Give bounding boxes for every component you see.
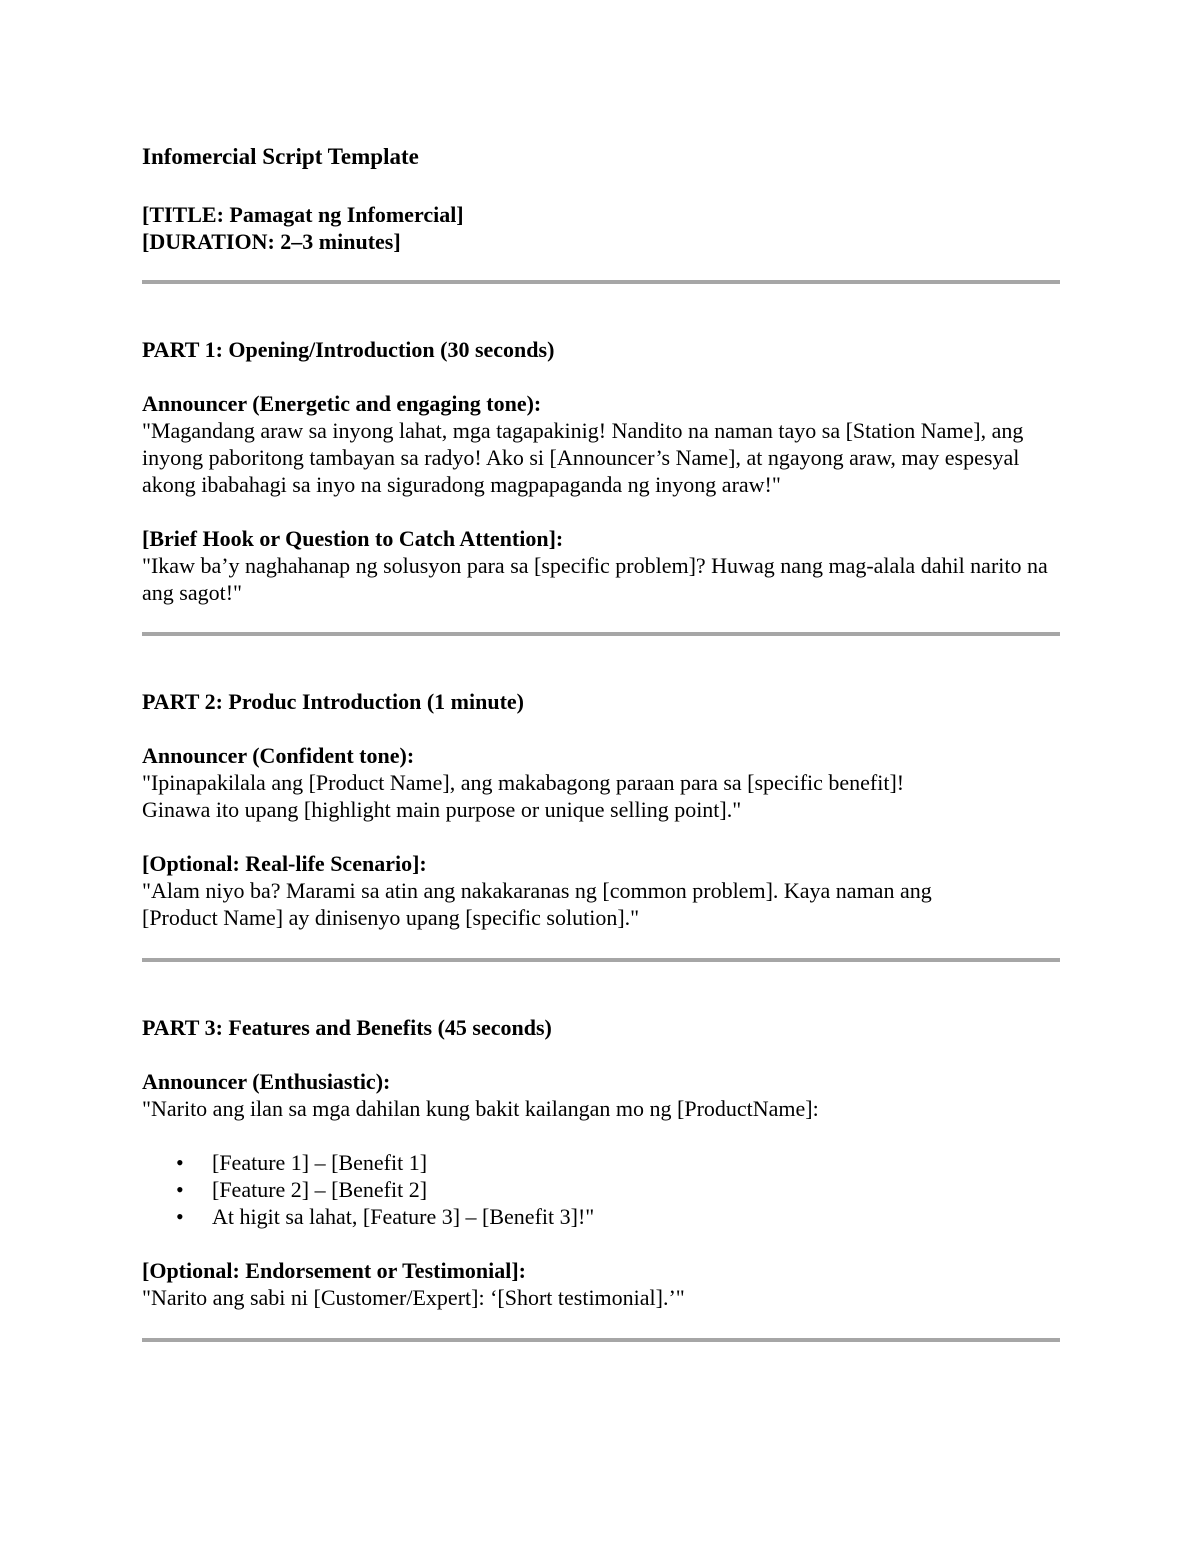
part2-announcer-label: Announcer (Confident tone):: [142, 743, 415, 768]
part3-testimonial-text: "Narito ang sabi ni [Customer/Expert]: ‘[Short testimonial].’": [142, 1285, 685, 1310]
part2-announcer-line: "Ipinapakilala ang [Product Name], ang makabagong paraan para sa [specific benefit]!: [142, 770, 905, 795]
part2-section: [142, 688, 1060, 931]
part2-heading: PART 2: Produc Introduction (1 minute): [142, 689, 525, 714]
list-item: [176, 1203, 1060, 1230]
part1-section: [142, 336, 1060, 606]
part2-announcer-line: Ginawa ito upang [highlight main purpose or unique selling point].": [142, 797, 742, 822]
part3-announcer-label: Announcer (Enthusiastic):: [142, 1069, 391, 1094]
part1-hook-text: "Ikaw ba’y naghahanap ng solusyon para sa [specific problem]? Huwag nang mag-alala dahil narito na ang sagot!": [142, 553, 1048, 605]
part1-heading: PART 1: Opening/Introduction (30 seconds): [142, 337, 555, 362]
part1-announcer-text: "Magandang araw sa inyong lahat, mga tagapakinig! Nandito na naman tayo sa [Station Name], ang inyong paboritong tambayan sa radyo! Ako si [Announcer’s Name], at ngayong araw, may espesyal akong ibabahagi sa inyo na siguradong magpapaganda ng inyong araw!": [142, 418, 1024, 497]
part2-scenario-line: "Alam niyo ba? Marami sa atin ang nakakaranas ng [common problem]. Kaya naman ang: [142, 878, 932, 903]
part1-announcer-block: [142, 390, 1060, 498]
list-item: [176, 1176, 1060, 1203]
part3-section: [142, 1014, 1060, 1311]
part3-heading: PART 3: Features and Benefits (45 seconds): [142, 1015, 552, 1040]
document-meta: [142, 201, 464, 255]
section-divider: [142, 958, 1060, 962]
document-title: Infomercial Script Template: [142, 144, 419, 169]
part2-scenario-line: [Product Name] ay dinisenyo upang [specific solution].": [142, 905, 640, 930]
feature-item-text: At higit sa lahat, [Feature 3] – [Benefit 3]!": [212, 1204, 595, 1229]
part3-announcer-block: [142, 1068, 1060, 1122]
feature-item-text: [Feature 2] – [Benefit 2]: [212, 1177, 428, 1202]
section-divider: [142, 280, 1060, 284]
section-divider: [142, 1338, 1060, 1342]
part1-announcer-label: Announcer (Energetic and engaging tone):: [142, 391, 542, 416]
meta-duration-line: [DURATION: 2–3 minutes]: [142, 229, 401, 254]
section-divider: [142, 632, 1060, 636]
part3-testimonial-block: [142, 1257, 1060, 1311]
bullet-icon: •: [176, 1150, 184, 1175]
part2-scenario-block: [142, 850, 1060, 931]
bullet-icon: •: [176, 1177, 184, 1202]
feature-list: [142, 1149, 1060, 1230]
part3-testimonial-label: [Optional: Endorsement or Testimonial]:: [142, 1258, 527, 1283]
part2-announcer-block: [142, 742, 1060, 823]
part2-scenario-label: [Optional: Real-life Scenario]:: [142, 851, 427, 876]
meta-title-line: [TITLE: Pamagat ng Infomercial]: [142, 202, 464, 227]
list-item: [176, 1149, 1060, 1176]
part1-hook-block: [142, 525, 1060, 606]
feature-item-text: [Feature 1] – [Benefit 1]: [212, 1150, 428, 1175]
bullet-icon: •: [176, 1204, 184, 1229]
part1-hook-label: [Brief Hook or Question to Catch Attention]:: [142, 526, 564, 551]
part3-announcer-text: "Narito ang ilan sa mga dahilan kung bakit kailangan mo ng [ProductName]:: [142, 1096, 819, 1121]
